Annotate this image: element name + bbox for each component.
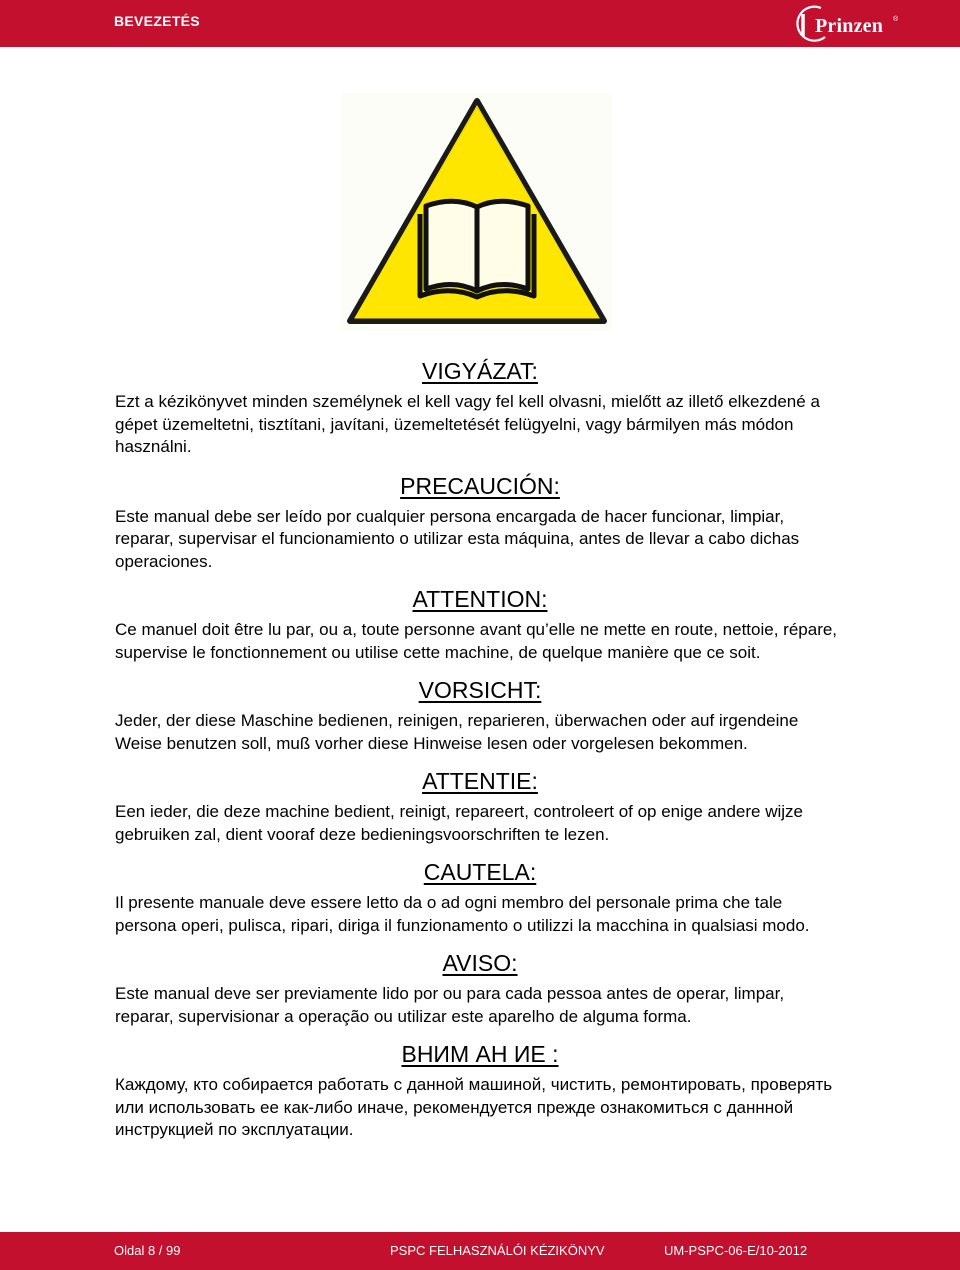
warning-nl — [115, 768, 845, 846]
warning-text: Een ieder, die deze machine bedient, reinigt, repareert, controleert of op enige andere wijze gebruiken zal, dient vooraf deze bedieningsvoorschriften te lezen. — [115, 802, 803, 844]
warning-es — [115, 473, 845, 574]
warning-heading: CAUTELA: — [423, 859, 537, 885]
warning-text: Jeder, der diese Maschine bedienen, reinigen, reparieren, überwachen oder auf irgendeine Weise benutzen soll, muß vorher diese Hinweise lesen oder vorgelesen bekommen. — [115, 711, 799, 753]
registered-mark: ® — [893, 16, 899, 23]
warning-heading: ВНИМ АН ИЕ : — [401, 1041, 559, 1067]
warning-text: Il presente manuale deve essere letto da o ad ogni membro del personale prima che tale persona operi, pulisca, ripari, diriga il funzionamento o utilizzi la macchina in qualsiasi modo. — [115, 893, 810, 935]
warning-fr — [115, 586, 845, 664]
warning-read-manual-icon — [342, 93, 612, 331]
warning-de — [115, 677, 845, 755]
page-header — [0, 0, 960, 47]
warnings-list — [115, 358, 845, 1142]
warning-it — [115, 859, 845, 937]
warning-heading: VORSICHT: — [418, 677, 542, 703]
warning-heading: AVISO: — [442, 950, 518, 976]
warning-heading: VIGYÁZAT: — [422, 358, 538, 384]
warning-pt — [115, 950, 845, 1028]
warning-heading: PRECAUCIÓN: — [400, 472, 560, 499]
section-label: BEVEZETÉS — [114, 13, 200, 29]
logo-text: Prinzen — [815, 15, 884, 37]
page-number: Oldal 8 / 99 — [114, 1243, 181, 1258]
warning-ru — [115, 1041, 845, 1142]
warning-text: Este manual debe ser leído por cualquier persona encargada de hacer funcionar, limpiar, reparar, supervisar el funcionamiento o utilizar esta máquina, antes de llevar a cabo dichas operaciones. — [115, 506, 800, 571]
warning-hu — [115, 358, 845, 459]
prinzen-logo — [795, 4, 905, 44]
warning-text: Ce manuel doit être lu par, ou a, toute personne avant qu’elle ne mette en route, nettoie, répare, supervise le fonctionnement ou utilise cette machine, de quelque manière que ce soit. — [115, 620, 838, 662]
warning-text: Este manual deve ser previamente lido por ou para cada pessoa antes de operar, limpar, reparar, supervisionar a operação ou utilizar este aparelho de alguma forma. — [115, 984, 785, 1026]
warning-heading: ATTENTIE: — [422, 768, 538, 794]
page-footer — [0, 1232, 960, 1270]
document-code: UM-PSPC-06-E/10-2012 — [664, 1243, 808, 1258]
warning-heading: ATTENTION: — [412, 586, 548, 612]
document-title: PSPC FELHASZNÁLÓI KÉZIKÖNYV — [390, 1243, 605, 1258]
warning-text: Каждому, кто собирается работать с данной машиной, чистить, ремонтировать, проверять или использовать ее как-либо иначе, рекомендуется прежде ознакомиться с даннной инструкцией по эксплуатации. — [115, 1075, 833, 1139]
warning-text: Ezt a kézikönyvet minden személynek el kell vagy fel kell olvasni, mielőtt az illető elkezdené a gépet üzemeltetni, tisztítani, javítani, üzemeltetését felügyelni, vagy bármilyen más módon használni. — [115, 392, 820, 456]
